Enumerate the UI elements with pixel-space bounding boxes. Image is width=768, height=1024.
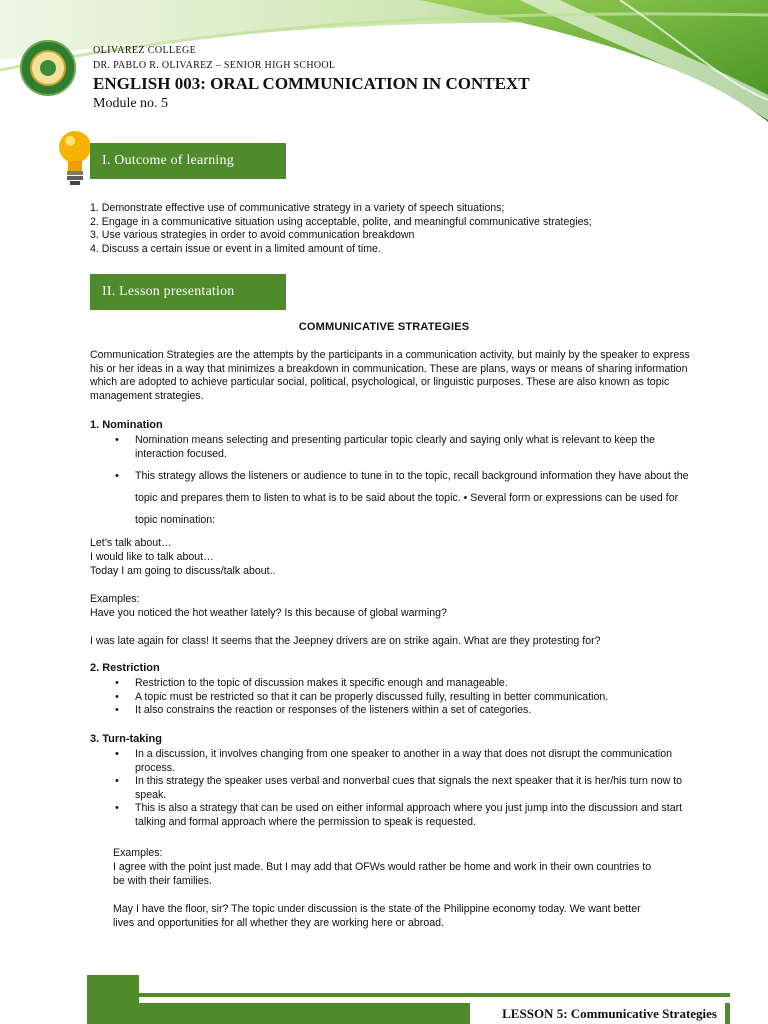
turn-taking-bullets [90, 748, 690, 830]
list-item: • It also constrains the reaction or responses of the listeners within a set of categories. [90, 704, 690, 718]
course-title: ENGLISH 003: ORAL COMMUNICATION IN CONTEXT [93, 74, 530, 93]
list-item: • This is also a strategy that can be used on either informal approach where you just jump into the discussion and start talking and formal approach where the permission to speak is requested. [90, 802, 690, 829]
list-item: 2. Engage in a communicative situation using acceptable, polite, and meaningful communicative strategies; [90, 215, 592, 228]
college-seal-logo [20, 40, 76, 96]
nomination-bullets [90, 434, 690, 531]
footer-lesson-label: LESSON 5: Communicative Strategies [470, 1003, 725, 1024]
seal-ring [30, 50, 66, 86]
lightbulb-icon [55, 127, 95, 187]
school-subname: DR. PABLO R. OLIVAREZ – SENIOR HIGH SCHOOL [93, 60, 336, 71]
nomination-expression: Today I am going to discuss/talk about.. [90, 565, 276, 577]
list-item: 3. Use various strategies in order to avoid communication breakdown [90, 229, 415, 242]
restriction-bullets [90, 677, 690, 718]
nomination-expression: Let’s talk about… [90, 537, 172, 549]
section-heading-lesson: II. Lesson presentation [90, 274, 286, 310]
school-name: OLIVAREZ COLLEGE [93, 45, 197, 56]
outcomes-list [90, 202, 592, 256]
list-item: • Restriction to the topic of discussion makes it specific enough and manageable. [90, 677, 690, 691]
example-line: Have you noticed the hot weather lately? Is this because of global warming? [90, 607, 447, 619]
list-item: • In a discussion, it involves changing from one speaker to another in a way that does not disrupt the communication process. [90, 748, 690, 775]
lesson-title: COMMUNICATIVE STRATEGIES [298, 321, 470, 333]
list-item: 4. Discuss a certain issue or event in a limited amount of time. [90, 242, 381, 255]
example-line: May I have the floor, sir? The topic under discussion is the state of the Philippine economy today. We want better lives and opportunities for all whether they are working here or abroad. [113, 903, 641, 929]
strategy-heading-restriction: 2. Restriction [90, 662, 160, 674]
examples-label: Examples: [90, 593, 140, 605]
module-number: Module no. 5 [93, 96, 169, 111]
list-item: • In this strategy the speaker uses verbal and nonverbal cues that signals the next speaker that it is her/his turn now to speak. [90, 775, 690, 802]
intro-paragraph: Communication Strategies are the attempts by the participants in a communication activity, but mainly by the speaker to express his or her ideas in a way that minimizes a breakdown in communication. These are plans, ways or means of sharing information which are adopted to achieve particular social, political, psychological, or linguistic purposes. These are also known as topic management strategies. [90, 349, 690, 402]
section-heading-outcome: I. Outcome of learning [90, 143, 286, 179]
examples-label: Examples: [113, 847, 163, 859]
list-item: • A topic must be restricted so that it can be properly discussed fully, resulting in better communication. [90, 691, 690, 705]
footer-rule [87, 993, 730, 997]
list-item: 1. Demonstrate effective use of communicative strategy in a variety of speech situations; [90, 202, 505, 214]
example-line: I was late again for class! It seems that the Jeepney drivers are on strike again. What are they protesting for? [90, 635, 601, 647]
list-item: • This strategy allows the listeners or audience to tune in to the topic, recall background information they have about the topic and prepares them to listen to what is to be said about the topic. • Several form or expressions can be used for topic nomination: [90, 465, 690, 531]
strategy-heading-turn-taking: 3. Turn-taking [90, 733, 162, 745]
example-line: I agree with the point just made. But I may add that OFWs would rather be home and work in their own countries to be with their families. [113, 861, 652, 887]
strategy-heading-nomination: 1. Nomination [90, 419, 163, 431]
nomination-expression: I would like to talk about… [90, 551, 214, 563]
list-item: • Nomination means selecting and presenting particular topic clearly and saying only what is relevant to keep the interaction focused. [90, 434, 690, 461]
